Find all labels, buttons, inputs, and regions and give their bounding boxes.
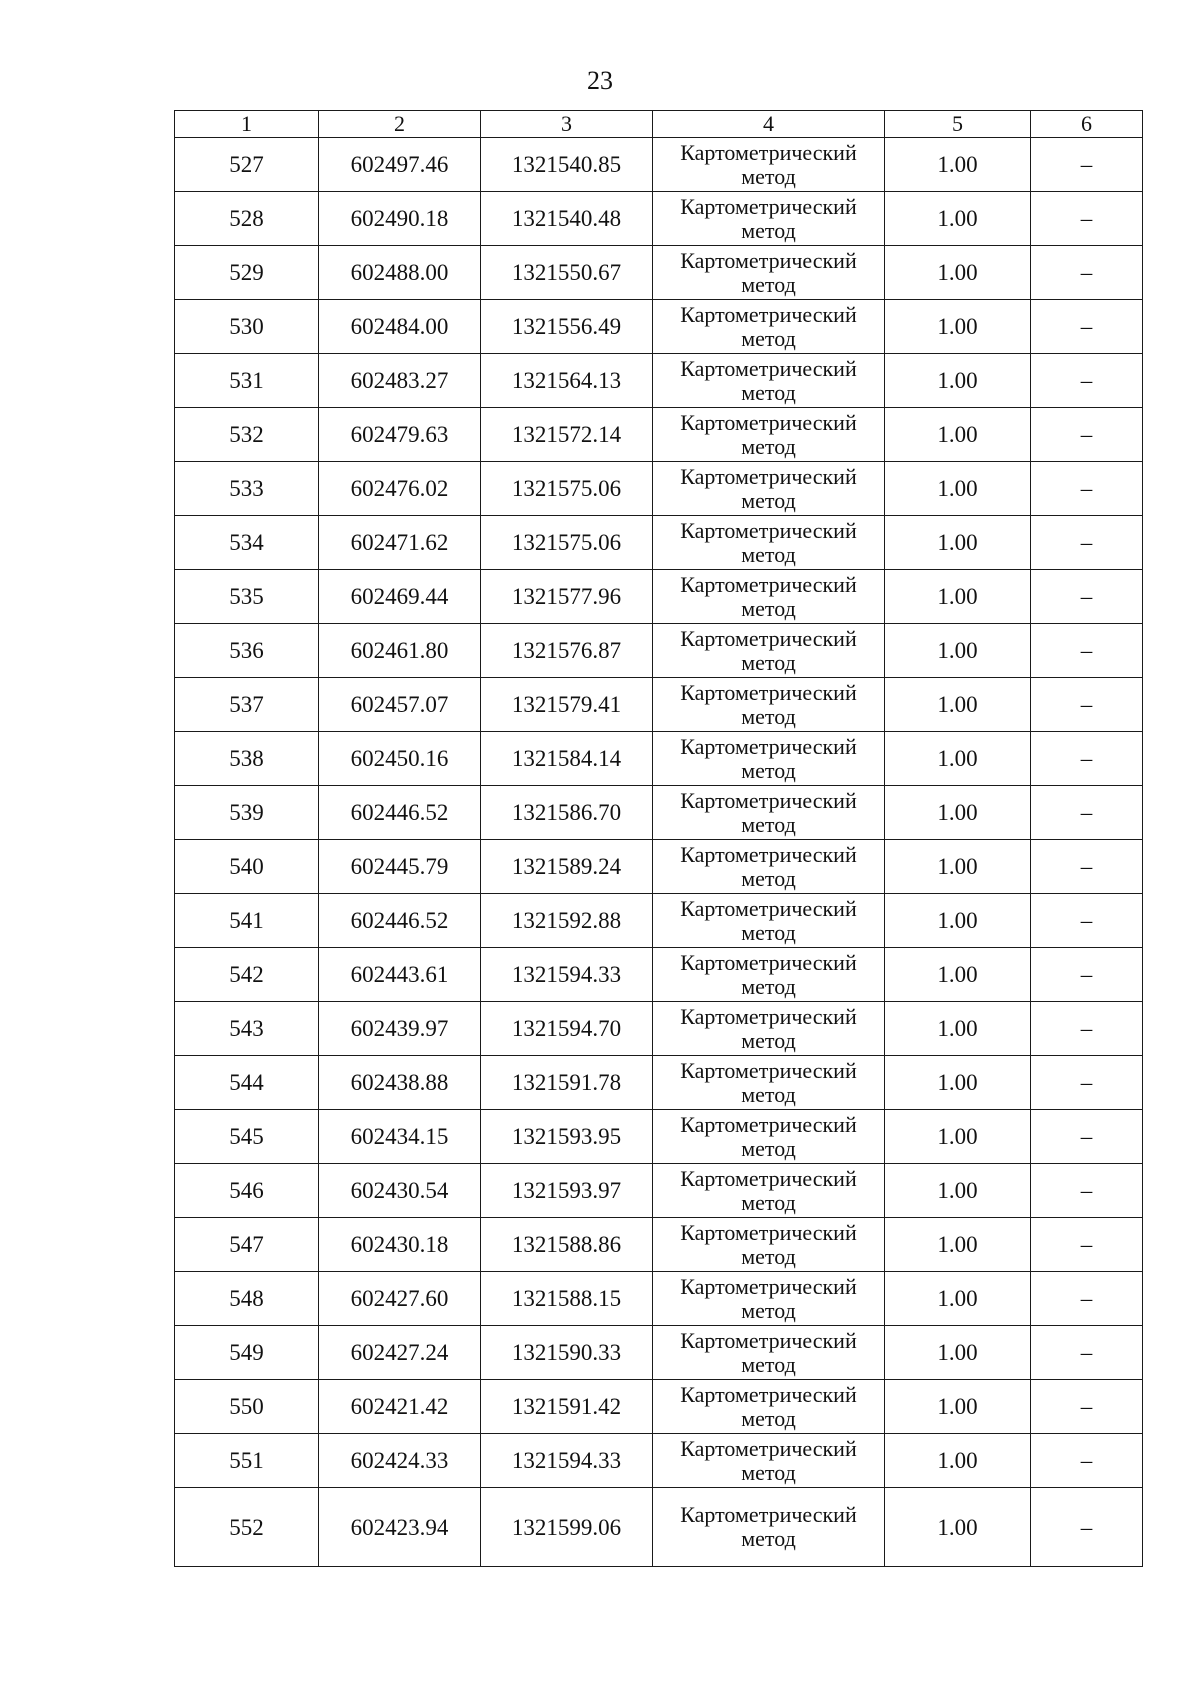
accuracy-cell: 1.00: [885, 948, 1031, 1002]
method-cell: [653, 246, 885, 300]
method-cell: [653, 138, 885, 192]
note-cell: –: [1031, 246, 1143, 300]
y-coordinate-cell: 1321588.15: [481, 1272, 653, 1326]
note-cell: –: [1031, 1056, 1143, 1110]
method-line-1: Картометрический: [680, 1502, 857, 1527]
accuracy-cell: 1.00: [885, 462, 1031, 516]
method-cell: [653, 1380, 885, 1434]
point-number-cell: 537: [175, 678, 319, 732]
column-header-5: 5: [885, 111, 1031, 138]
method-cell: [653, 1164, 885, 1218]
note-cell: –: [1031, 408, 1143, 462]
note-cell: –: [1031, 138, 1143, 192]
x-coordinate-cell: 602439.97: [319, 1002, 481, 1056]
accuracy-cell: 1.00: [885, 1164, 1031, 1218]
method-cell: [653, 1056, 885, 1110]
table-row: [175, 570, 1143, 624]
table-row: [175, 246, 1143, 300]
y-coordinate-cell: 1321593.97: [481, 1164, 653, 1218]
method-line-1: Картометрический: [680, 625, 857, 651]
y-coordinate-cell: 1321575.06: [481, 516, 653, 570]
accuracy-cell: 1.00: [885, 1488, 1031, 1567]
table-row: [175, 300, 1143, 354]
method-line-2: метод: [741, 1405, 796, 1431]
method-cell: [653, 732, 885, 786]
y-coordinate-cell: 1321593.95: [481, 1110, 653, 1164]
note-cell: –: [1031, 948, 1143, 1002]
method-line-2: метод: [741, 595, 796, 621]
point-number-cell: 551: [175, 1434, 319, 1488]
method-line-1: Картометрический: [680, 949, 857, 975]
method-cell: [653, 354, 885, 408]
x-coordinate-cell: 602476.02: [319, 462, 481, 516]
method-line-2: метод: [741, 703, 796, 729]
method-line-2: метод: [741, 1297, 796, 1323]
method-cell: [653, 1488, 885, 1567]
accuracy-cell: 1.00: [885, 1218, 1031, 1272]
point-number-cell: 534: [175, 516, 319, 570]
y-coordinate-cell: 1321540.85: [481, 138, 653, 192]
point-number-cell: 552: [175, 1488, 319, 1567]
accuracy-cell: 1.00: [885, 408, 1031, 462]
x-coordinate-cell: 602445.79: [319, 840, 481, 894]
method-line-2: метод: [741, 271, 796, 297]
method-line-1: Картометрический: [680, 409, 857, 435]
point-number-cell: 536: [175, 624, 319, 678]
y-coordinate-cell: 1321588.86: [481, 1218, 653, 1272]
table-row: [175, 1272, 1143, 1326]
note-cell: –: [1031, 894, 1143, 948]
y-coordinate-cell: 1321576.87: [481, 624, 653, 678]
x-coordinate-cell: 602450.16: [319, 732, 481, 786]
x-coordinate-cell: 602490.18: [319, 192, 481, 246]
y-coordinate-cell: 1321591.42: [481, 1380, 653, 1434]
point-number-cell: 542: [175, 948, 319, 1002]
note-cell: –: [1031, 1164, 1143, 1218]
method-cell: [653, 1110, 885, 1164]
point-number-cell: 547: [175, 1218, 319, 1272]
x-coordinate-cell: 602427.60: [319, 1272, 481, 1326]
method-cell: [653, 678, 885, 732]
method-line-1: Картометрический: [680, 841, 857, 867]
note-cell: –: [1031, 1110, 1143, 1164]
accuracy-cell: 1.00: [885, 1272, 1031, 1326]
method-cell: [653, 462, 885, 516]
method-line-1: Картометрический: [680, 733, 857, 759]
method-line-2: метод: [741, 1351, 796, 1377]
method-line-1: Картометрический: [680, 1381, 857, 1407]
point-number-cell: 544: [175, 1056, 319, 1110]
method-line-2: метод: [741, 649, 796, 675]
table-row: [175, 894, 1143, 948]
method-line-1: Картометрический: [680, 1327, 857, 1353]
x-coordinate-cell: 602488.00: [319, 246, 481, 300]
method-cell: [653, 1272, 885, 1326]
method-line-2: метод: [741, 811, 796, 837]
accuracy-cell: 1.00: [885, 246, 1031, 300]
y-coordinate-cell: 1321592.88: [481, 894, 653, 948]
table-row: [175, 678, 1143, 732]
accuracy-cell: 1.00: [885, 1110, 1031, 1164]
note-cell: –: [1031, 1002, 1143, 1056]
x-coordinate-cell: 602424.33: [319, 1434, 481, 1488]
x-coordinate-cell: 602484.00: [319, 300, 481, 354]
coordinates-table: [174, 110, 1143, 1567]
method-line-1: Картометрический: [680, 517, 857, 543]
y-coordinate-cell: 1321599.06: [481, 1488, 653, 1567]
table-body: [175, 138, 1143, 1567]
x-coordinate-cell: 602421.42: [319, 1380, 481, 1434]
point-number-cell: 527: [175, 138, 319, 192]
x-coordinate-cell: 602438.88: [319, 1056, 481, 1110]
accuracy-cell: 1.00: [885, 516, 1031, 570]
point-number-cell: 530: [175, 300, 319, 354]
method-line-2: метод: [741, 1027, 796, 1053]
point-number-cell: 543: [175, 1002, 319, 1056]
accuracy-cell: 1.00: [885, 1380, 1031, 1434]
method-cell: [653, 1434, 885, 1488]
method-line-1: Картометрический: [680, 193, 857, 219]
method-line-1: Картометрический: [680, 571, 857, 597]
y-coordinate-cell: 1321594.33: [481, 948, 653, 1002]
accuracy-cell: 1.00: [885, 570, 1031, 624]
column-header-6: 6: [1031, 111, 1143, 138]
note-cell: –: [1031, 786, 1143, 840]
method-cell: [653, 894, 885, 948]
point-number-cell: 535: [175, 570, 319, 624]
y-coordinate-cell: 1321556.49: [481, 300, 653, 354]
method-line-2: метод: [741, 919, 796, 945]
note-cell: –: [1031, 1488, 1143, 1567]
point-number-cell: 533: [175, 462, 319, 516]
table-row: [175, 1434, 1143, 1488]
y-coordinate-cell: 1321589.24: [481, 840, 653, 894]
table-row: [175, 840, 1143, 894]
method-line-1: Картометрический: [680, 679, 857, 705]
accuracy-cell: 1.00: [885, 192, 1031, 246]
column-header-4: 4: [653, 111, 885, 138]
point-number-cell: 532: [175, 408, 319, 462]
method-line-2: метод: [741, 1189, 796, 1215]
method-line-1: Картометрический: [680, 1111, 857, 1137]
note-cell: –: [1031, 300, 1143, 354]
method-line-2: метод: [741, 1459, 796, 1485]
y-coordinate-cell: 1321590.33: [481, 1326, 653, 1380]
method-line-2: метод: [741, 1526, 796, 1551]
method-line-2: метод: [741, 487, 796, 513]
x-coordinate-cell: 602443.61: [319, 948, 481, 1002]
method-line-2: метод: [741, 379, 796, 405]
y-coordinate-cell: 1321572.14: [481, 408, 653, 462]
method-line-2: метод: [741, 541, 796, 567]
y-coordinate-cell: 1321579.41: [481, 678, 653, 732]
x-coordinate-cell: 602483.27: [319, 354, 481, 408]
x-coordinate-cell: 602471.62: [319, 516, 481, 570]
method-line-2: метод: [741, 217, 796, 243]
note-cell: –: [1031, 678, 1143, 732]
column-header-1: 1: [175, 111, 319, 138]
table-row: [175, 1164, 1143, 1218]
note-cell: –: [1031, 354, 1143, 408]
method-line-1: Картометрический: [680, 463, 857, 489]
method-line-1: Картометрический: [680, 895, 857, 921]
note-cell: –: [1031, 840, 1143, 894]
table-row: [175, 1110, 1143, 1164]
method-cell: [653, 1002, 885, 1056]
point-number-cell: 550: [175, 1380, 319, 1434]
method-cell: [653, 570, 885, 624]
method-line-1: Картометрический: [680, 139, 857, 165]
method-line-2: метод: [741, 865, 796, 891]
method-line-2: метод: [741, 757, 796, 783]
table-row: [175, 138, 1143, 192]
method-cell: [653, 1326, 885, 1380]
note-cell: –: [1031, 624, 1143, 678]
method-line-1: Картометрический: [680, 1273, 857, 1299]
point-number-cell: 528: [175, 192, 319, 246]
note-cell: –: [1031, 516, 1143, 570]
x-coordinate-cell: 602457.07: [319, 678, 481, 732]
y-coordinate-cell: 1321591.78: [481, 1056, 653, 1110]
x-coordinate-cell: 602446.52: [319, 786, 481, 840]
y-coordinate-cell: 1321584.14: [481, 732, 653, 786]
y-coordinate-cell: 1321577.96: [481, 570, 653, 624]
note-cell: –: [1031, 462, 1143, 516]
method-line-1: Картометрический: [680, 1165, 857, 1191]
table-row: [175, 1218, 1143, 1272]
table-row: [175, 1380, 1143, 1434]
method-line-2: метод: [741, 973, 796, 999]
accuracy-cell: 1.00: [885, 300, 1031, 354]
method-cell: [653, 300, 885, 354]
note-cell: –: [1031, 1326, 1143, 1380]
accuracy-cell: 1.00: [885, 138, 1031, 192]
x-coordinate-cell: 602479.63: [319, 408, 481, 462]
x-coordinate-cell: 602423.94: [319, 1488, 481, 1567]
method-line-2: метод: [741, 433, 796, 459]
table-row: [175, 354, 1143, 408]
accuracy-cell: 1.00: [885, 786, 1031, 840]
note-cell: –: [1031, 1434, 1143, 1488]
point-number-cell: 541: [175, 894, 319, 948]
accuracy-cell: 1.00: [885, 732, 1031, 786]
point-number-cell: 538: [175, 732, 319, 786]
accuracy-cell: 1.00: [885, 624, 1031, 678]
x-coordinate-cell: 602430.54: [319, 1164, 481, 1218]
table-row: [175, 1326, 1143, 1380]
method-line-1: Картометрический: [680, 787, 857, 813]
point-number-cell: 545: [175, 1110, 319, 1164]
method-line-1: Картометрический: [680, 1219, 857, 1245]
accuracy-cell: 1.00: [885, 894, 1031, 948]
note-cell: –: [1031, 1272, 1143, 1326]
accuracy-cell: 1.00: [885, 840, 1031, 894]
table-row: [175, 786, 1143, 840]
table-row: [175, 1002, 1143, 1056]
method-cell: [653, 840, 885, 894]
y-coordinate-cell: 1321586.70: [481, 786, 653, 840]
method-cell: [653, 1218, 885, 1272]
table-header-row: [175, 111, 1143, 138]
note-cell: –: [1031, 732, 1143, 786]
y-coordinate-cell: 1321594.33: [481, 1434, 653, 1488]
method-cell: [653, 624, 885, 678]
point-number-cell: 539: [175, 786, 319, 840]
y-coordinate-cell: 1321564.13: [481, 354, 653, 408]
method-line-1: Картометрический: [680, 247, 857, 273]
table-row: [175, 948, 1143, 1002]
note-cell: –: [1031, 570, 1143, 624]
page-number: 23: [587, 66, 613, 95]
table-row: [175, 624, 1143, 678]
method-line-2: метод: [741, 325, 796, 351]
table-row: [175, 1488, 1143, 1567]
accuracy-cell: 1.00: [885, 1056, 1031, 1110]
column-header-3: 3: [481, 111, 653, 138]
method-line-1: Картометрический: [680, 355, 857, 381]
method-line-1: Картометрический: [680, 1003, 857, 1029]
table-row: [175, 408, 1143, 462]
method-line-1: Картометрический: [680, 1057, 857, 1083]
x-coordinate-cell: 602469.44: [319, 570, 481, 624]
table-row: [175, 462, 1143, 516]
note-cell: –: [1031, 192, 1143, 246]
table-row: [175, 192, 1143, 246]
table-row: [175, 732, 1143, 786]
method-line-2: метод: [741, 1135, 796, 1161]
y-coordinate-cell: 1321540.48: [481, 192, 653, 246]
accuracy-cell: 1.00: [885, 678, 1031, 732]
method-line-2: метод: [741, 1243, 796, 1269]
method-line-1: Картометрический: [680, 301, 857, 327]
column-header-2: 2: [319, 111, 481, 138]
y-coordinate-cell: 1321594.70: [481, 1002, 653, 1056]
x-coordinate-cell: 602461.80: [319, 624, 481, 678]
accuracy-cell: 1.00: [885, 1002, 1031, 1056]
accuracy-cell: 1.00: [885, 1434, 1031, 1488]
point-number-cell: 548: [175, 1272, 319, 1326]
method-line-1: Картометрический: [680, 1435, 857, 1461]
x-coordinate-cell: 602434.15: [319, 1110, 481, 1164]
x-coordinate-cell: 602446.52: [319, 894, 481, 948]
method-line-2: метод: [741, 163, 796, 189]
x-coordinate-cell: 602427.24: [319, 1326, 481, 1380]
method-cell: [653, 948, 885, 1002]
x-coordinate-cell: 602497.46: [319, 138, 481, 192]
method-cell: [653, 516, 885, 570]
method-cell: [653, 192, 885, 246]
table-row: [175, 516, 1143, 570]
method-cell: [653, 786, 885, 840]
accuracy-cell: 1.00: [885, 1326, 1031, 1380]
point-number-cell: 529: [175, 246, 319, 300]
point-number-cell: 531: [175, 354, 319, 408]
accuracy-cell: 1.00: [885, 354, 1031, 408]
point-number-cell: 546: [175, 1164, 319, 1218]
x-coordinate-cell: 602430.18: [319, 1218, 481, 1272]
note-cell: –: [1031, 1218, 1143, 1272]
table-row: [175, 1056, 1143, 1110]
point-number-cell: 549: [175, 1326, 319, 1380]
y-coordinate-cell: 1321550.67: [481, 246, 653, 300]
y-coordinate-cell: 1321575.06: [481, 462, 653, 516]
note-cell: –: [1031, 1380, 1143, 1434]
point-number-cell: 540: [175, 840, 319, 894]
method-line-2: метод: [741, 1081, 796, 1107]
method-cell: [653, 408, 885, 462]
